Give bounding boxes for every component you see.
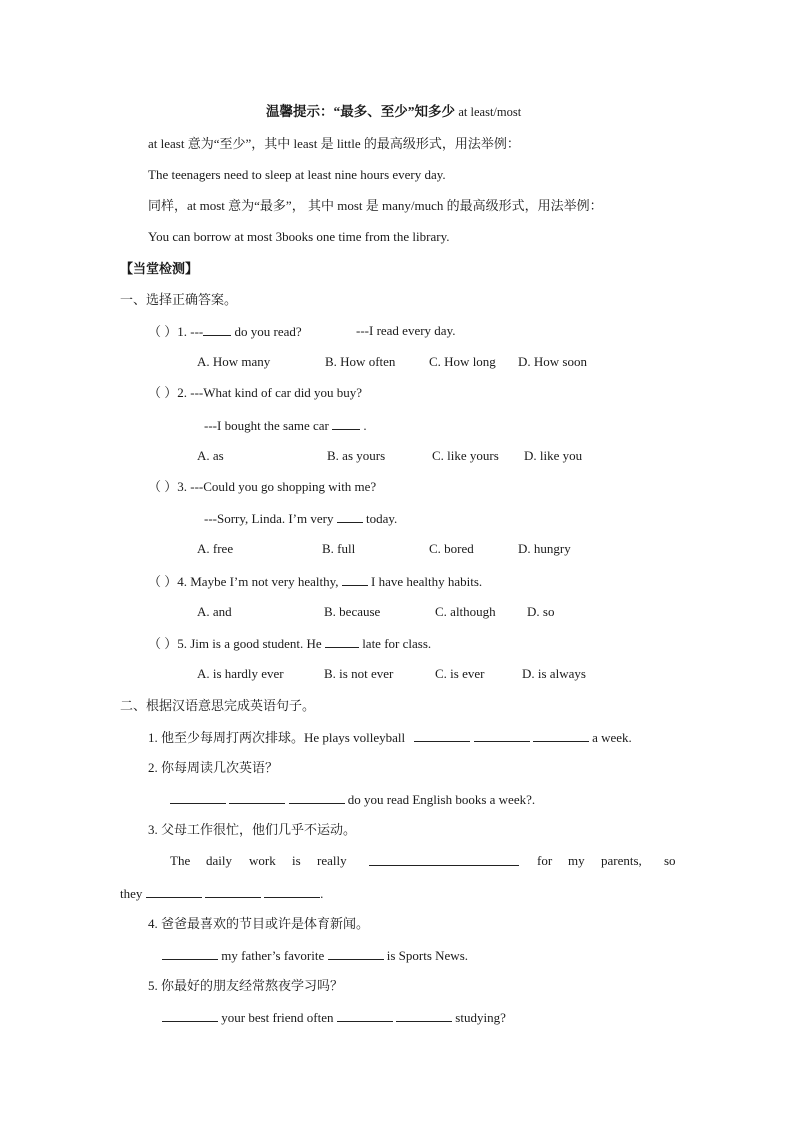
s2-cn: 2. 你每周读几次英语？ [148,760,279,775]
q1-mid: do you read? [231,324,302,339]
q4-option-c[interactable]: C. although [435,604,496,619]
s4-end: is Sports News. [386,948,469,963]
q2-line2 [204,417,367,434]
s4-blank-1[interactable] [162,947,218,960]
s3-blank-long[interactable] [369,853,519,870]
s1-blank-2[interactable] [474,729,530,742]
q4-prefix: （ ）4. Maybe I’m not very healthy, [148,574,339,589]
s5-end: studying? [455,1010,506,1025]
section-heading: 【当堂检测】 [120,261,199,276]
q2-option-d[interactable]: D. like you [524,448,583,463]
q2-option-a[interactable]: A. as [197,448,224,463]
q4-stem [148,573,482,590]
s5-blank-2[interactable] [337,1009,393,1022]
s2-blank-1[interactable] [170,791,226,804]
q1-option-b[interactable]: B. How often [325,354,396,369]
s4-line [162,947,468,964]
s4-mid: my father’s favorite [221,948,325,963]
q2-blank[interactable] [332,417,360,430]
s3-word-8: parents, [601,853,642,868]
part1-heading: 一、选择正确答案。 [120,292,238,307]
tip-line-2: The teenagers need to sleep at least nine hours every day. [148,167,446,182]
tip-line-3: 同样，at most 意为“最多”， 其中 most 是 many/much 的最高级形式，用法举例： [148,198,603,213]
s1-blank-1[interactable] [414,729,470,742]
q5-stem [148,635,431,652]
s5-cn: 5. 你最好的朋友经常熬夜学习吗？ [148,978,344,993]
s3-word-7: my [568,853,585,868]
q3-option-d[interactable]: D. hungry [518,541,571,556]
q2-stem: （ ）2. ---What kind of car did you buy? [148,385,363,400]
q1-stem [148,323,302,340]
q5-option-c[interactable]: C. is ever [435,666,485,681]
q4-option-b[interactable]: B. because [324,604,381,619]
q2-option-b[interactable]: B. as yours [327,448,386,463]
s3-word-1: The [170,853,191,868]
s5-blank-3[interactable] [396,1009,452,1022]
s1-blank-3[interactable] [533,729,589,742]
q2-option-c[interactable]: C. like yours [432,448,499,463]
s3-they: they [120,886,143,901]
q3-option-c[interactable]: C. bored [429,541,474,556]
s1-end: a week. [592,730,632,745]
s1-text: 1. 他至少每周打两次排球。He plays volleyball [148,730,406,745]
tip-title [266,104,521,120]
q3-option-a[interactable]: A. free [197,541,234,556]
s3-cn: 3. 父母工作很忙，他们几乎不运动。 [148,822,357,837]
q5-option-a[interactable]: A. is hardly ever [197,666,284,681]
s3-word-5: really [317,853,347,868]
tip-line-1: at least 意为“至少”，其中 least 是 little 的最高级形式，用法举例： [148,136,520,151]
q5-end: late for class. [362,636,432,651]
q5-option-d[interactable]: D. is always [522,666,586,681]
s5-line [162,1009,506,1026]
q1-prefix: （ ）1. --- [148,324,204,339]
s5-blank-1[interactable] [162,1009,218,1022]
tip-title-cn: 温馨提示：“最多、至少”知多少 [266,104,455,119]
q5-option-b[interactable]: B. is not ever [324,666,394,681]
q3-line2-text: ---Sorry, Linda. I’m very [204,511,334,526]
tip-line-4: You can borrow at most 3books one time from the library. [148,229,450,244]
q3-line2 [204,510,397,527]
s4-blank-2[interactable] [328,947,384,960]
q1-option-a[interactable]: A. How many [197,354,271,369]
tip-title-en: at least/most [458,105,522,119]
s2-end: do you read English books a week?. [347,792,536,807]
s3-word-6: for [537,853,553,868]
q4-end: I have healthy habits. [371,574,483,589]
s5-mid: your best friend often [221,1010,334,1025]
s3-word-9: so [664,853,676,868]
q3-option-b[interactable]: B. full [322,541,356,556]
q1-blank[interactable] [203,323,231,336]
s1-line [148,729,632,746]
s3-end: . [320,886,324,901]
q2-line2-end: . [360,418,367,433]
s3-word-3: work [249,853,276,868]
q1-option-c[interactable]: C. How long [429,354,496,369]
q3-stem: （ ）3. ---Could you go shopping with me? [148,479,377,494]
s3-line2 [120,885,323,902]
q1-option-d[interactable]: D. How soon [518,354,587,369]
s3-blank-1[interactable] [146,885,202,898]
s2-blank-3[interactable] [289,791,345,804]
q3-blank[interactable] [337,510,363,523]
q3-line2-end: today. [365,511,398,526]
s3-word-4: is [292,853,301,868]
s3-word-2: daily [206,853,232,868]
q4-blank[interactable] [342,573,368,586]
s3-blank-2[interactable] [205,885,261,898]
s3-blank-3[interactable] [264,885,320,898]
q4-option-a[interactable]: A. and [197,604,232,619]
q2-line2-text: ---I bought the same car [204,418,329,433]
part2-heading: 二、根据汉语意思完成英语句子。 [120,698,316,713]
s2-line [170,791,535,808]
q1-answer: ---I read every day. [356,323,456,338]
s2-blank-2[interactable] [229,791,285,804]
q5-blank[interactable] [325,635,359,648]
q4-option-d[interactable]: D. so [527,604,555,619]
q5-prefix: （ ）5. Jim is a good student. He [148,636,322,651]
s4-cn: 4. 爸爸最喜欢的节目或许是体育新闻。 [148,916,370,931]
